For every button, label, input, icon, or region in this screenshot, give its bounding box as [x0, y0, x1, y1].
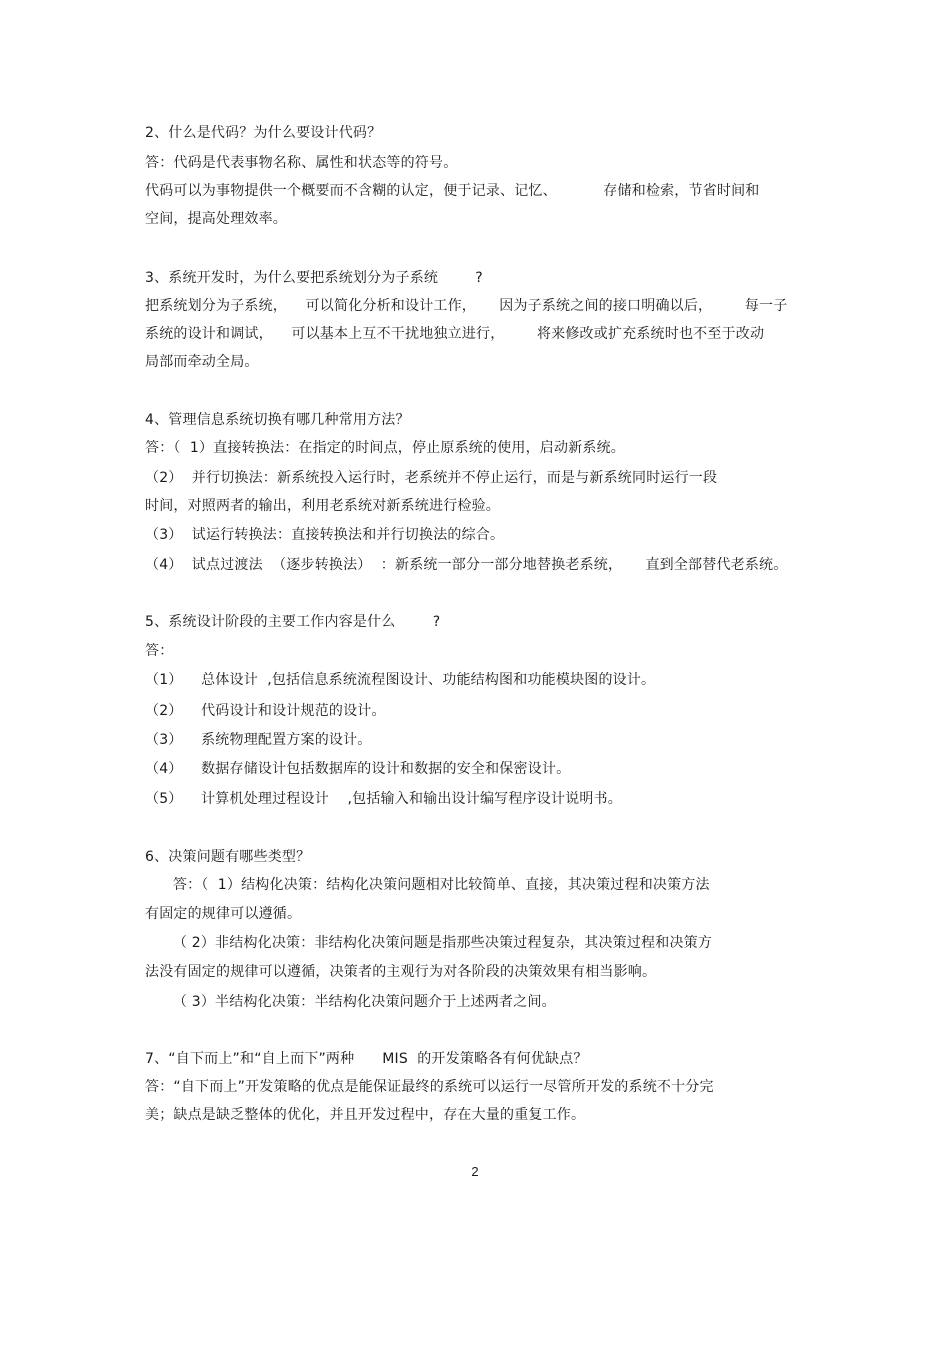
answer-3-line-1: 把系统划分为子系统， 可以简化分析和设计工作， 因为子系统之间的接口明确以后， 每一子	[145, 298, 788, 314]
answer-3-line-3: 局部而牵动全局。	[145, 354, 259, 370]
answer-6-line-3: （ 2）非结构化决策：非结构化决策问题是指那些决策过程复杂，其决策过程和决策方	[145, 935, 713, 951]
question-7-title: 7、“自下而上”和“自上而下”两种 MIS 的开发策略各有何优缺点？	[145, 1051, 588, 1067]
answer-5-line-6: （5） 计算机处理过程设计 ,包括输入和输出设计编写程序设计说明书。	[145, 791, 622, 807]
page-number: 2	[471, 1164, 479, 1179]
answer-4-line-1: 答：（ 1）直接转换法：在指定的时间点，停止原系统的使用，启动新系统。	[145, 440, 626, 456]
answer-5-line-3: （2） 代码设计和设计规范的设计。	[145, 703, 386, 719]
question-5-title: 5、系统设计阶段的主要工作内容是什么 ?	[145, 614, 441, 630]
answer-4-line-4: （3） 试运行转换法：直接转换法和并行切换法的综合。	[145, 527, 505, 543]
question-4-title: 4、管理信息系统切换有哪几种常用方法？	[145, 412, 410, 428]
answer-6-line-1: 答：（ 1）结构化决策：结构化决策问题相对比较简单、直接，其决策过程和决策方法	[145, 877, 710, 893]
answer-7-line-1: 答：“自下而上”开发策略的优点是能保证最终的系统可以运行一尽管所开发的系统不十分完	[145, 1079, 714, 1095]
question-2-title: 2、什么是代码？为什么要设计代码？	[145, 125, 382, 141]
answer-4-line-2: （2） 并行切换法：新系统投入运行时，老系统并不停止运行，而是与新系统同时运行一段	[145, 470, 718, 486]
answer-5-line-1: 答：	[145, 643, 174, 659]
answer-4-line-5: （4） 试点过渡法 （逐步转换法） ：新系统一部分一部分地替换老系统， 直到全部替代老系统。	[145, 557, 788, 573]
question-6-title: 6、决策问题有哪些类型？	[145, 849, 311, 865]
answer-6-line-2: 有固定的规律可以遵循。	[145, 906, 302, 922]
answer-5-line-4: （3） 系统物理配置方案的设计。	[145, 732, 372, 748]
answer-2-line-2: 代码可以为事物提供一个概要而不含糊的认定，便于记录、记忆、 存储和检索，节省时间和	[145, 183, 760, 199]
answer-5-line-5: （4） 数据存储设计包括数据库的设计和数据的安全和保密设计。	[145, 761, 571, 777]
answer-6-line-5: （ 3）半结构化决策：半结构化决策问题介于上述两者之间。	[145, 994, 556, 1010]
answer-2-line-3: 空间，提高处理效率。	[145, 211, 287, 227]
question-3-title: 3、系统开发时，为什么要把系统划分为子系统 ?	[145, 270, 483, 286]
answer-5-line-2: （1） 总体设计 ,包括信息系统流程图设计、功能结构图和功能模块图的设计。	[145, 672, 656, 688]
answer-3-line-2: 系统的设计和调试， 可以基本上互不干扰地独立进行， 将来修改或扩充系统时也不至于改动	[145, 326, 765, 342]
answer-2-line-1: 答：代码是代表事物名称、属性和状态等的符号。	[145, 155, 458, 171]
answer-6-line-4: 法没有固定的规律可以遵循，决策者的主观行为对各阶段的决策效果有相当影响。	[145, 964, 657, 980]
answer-4-line-3: 时间，对照两者的输出，利用老系统对新系统进行检验。	[145, 498, 500, 514]
answer-7-line-2: 美；缺点是缺乏整体的优化，并且开发过程中，存在大量的重复工作。	[145, 1107, 586, 1123]
